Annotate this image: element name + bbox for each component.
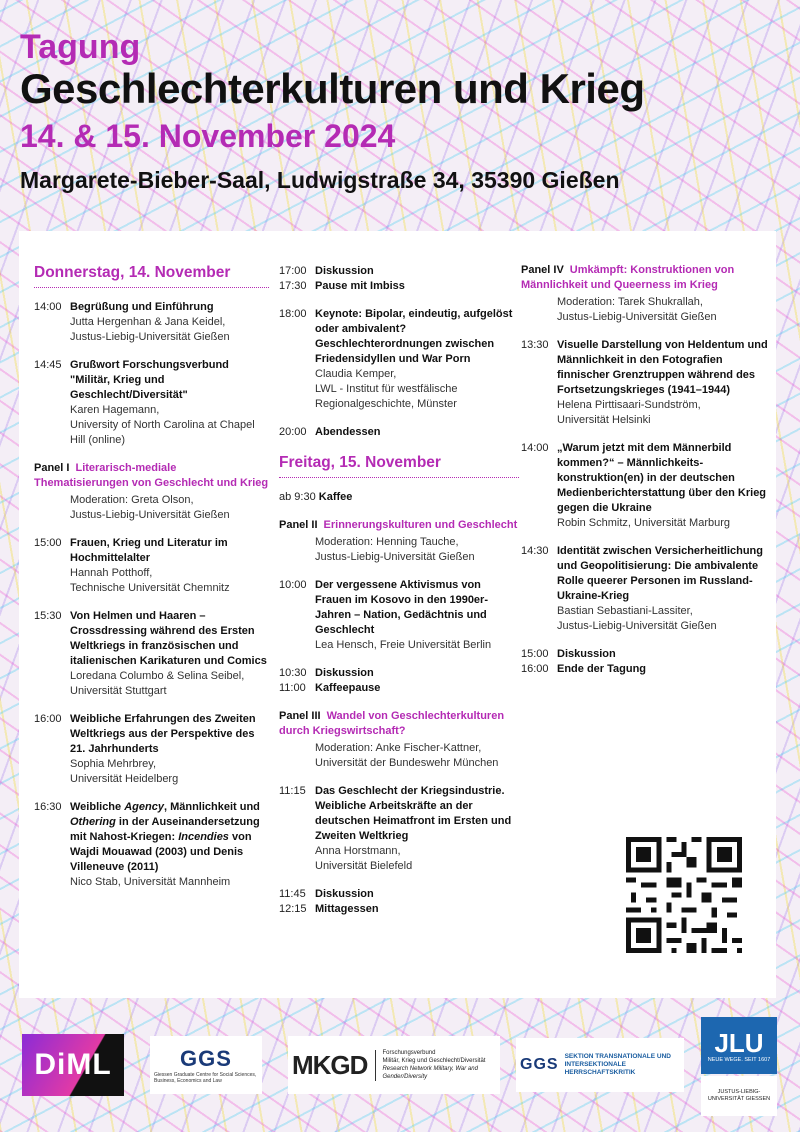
panel-moderation bbox=[279, 535, 519, 565]
item-affiliation: Universität Bielefeld bbox=[315, 860, 413, 872]
moderator: Moderation: Anke Fischer-Kattner, bbox=[315, 742, 482, 754]
program-item bbox=[279, 264, 519, 279]
item-title: Ende der Tagung bbox=[557, 663, 647, 675]
program-item bbox=[34, 358, 269, 448]
sponsor-logos bbox=[0, 1014, 800, 1124]
day-heading-thursday: Donnerstag, 14. November bbox=[34, 263, 269, 288]
program-item bbox=[279, 784, 519, 874]
item-time: 15:00 bbox=[34, 537, 62, 549]
program-item bbox=[34, 300, 269, 345]
day-heading-friday: Freitag, 15. November bbox=[279, 453, 519, 478]
item-speaker: Helena Pirttisaari-Sundström, bbox=[557, 399, 701, 411]
item-title: Weibliche Erfahrungen des Zweiten Weltkriegs aus der Perspektive des 21. Jahrhunderts bbox=[70, 713, 256, 755]
item-title: Keynote: Bipolar, eindeutig, aufgelöst oder ambivalent? Geschlechterordnungen zwischen Friedensidyllen und War Porn bbox=[315, 308, 513, 365]
item-time: 16:30 bbox=[34, 801, 62, 813]
item-title: Begrüßung und Einführung bbox=[70, 301, 214, 313]
program-item bbox=[279, 307, 519, 412]
panel-title: Literarisch-mediale Thematisierungen von Geschlecht und Krieg bbox=[34, 462, 269, 489]
item-time: 10:30 bbox=[279, 667, 307, 679]
item-time: 17:30 bbox=[279, 280, 307, 292]
panel-heading bbox=[521, 263, 773, 293]
item-title: Von Helmen und Haaren – Crossdressing während des Ersten Weltkriegs in französischen und italienischen Karikaturen und Comics bbox=[70, 610, 267, 667]
item-time: 14:00 bbox=[34, 301, 62, 313]
program-item bbox=[279, 279, 519, 294]
item-title: Abendessen bbox=[315, 426, 381, 438]
program-item bbox=[521, 441, 773, 531]
moderator: Moderation: Greta Olson, bbox=[70, 494, 194, 506]
program-column-1 bbox=[34, 263, 269, 903]
panel-title: Erinnerungskulturen und Geschlecht bbox=[323, 519, 518, 531]
program-item bbox=[521, 544, 773, 634]
program-item bbox=[34, 609, 269, 699]
item-title: Frauen, Krieg und Literatur im Hochmittelalter bbox=[70, 537, 228, 564]
item-time: 15:00 bbox=[521, 648, 549, 660]
item-title: Weibliche Agency, Männlichkeit und Othering in der Auseinandersetzung mit Nahost-Kriegen: Incendies von Wajdi Mouawad (2003) und Denis Villeneuve (2011) bbox=[70, 801, 260, 873]
header bbox=[20, 28, 790, 198]
panel-title: Wandel von Geschlechterkulturen durch Kriegswirtschaft? bbox=[279, 710, 505, 737]
item-time: 10:00 bbox=[279, 579, 307, 591]
program-item bbox=[279, 902, 519, 917]
panel-heading bbox=[34, 461, 269, 491]
item-title: Diskussion bbox=[557, 648, 616, 660]
mkgd-logo: MKGD Forschungsverbund Militär, Krieg und Geschlecht/Diversität Research Network Military, War and Gender/Diversity bbox=[288, 1036, 500, 1094]
item-speaker: Nico Stab, Universität Mannheim bbox=[70, 876, 231, 888]
item-time: 11:15 bbox=[279, 785, 306, 797]
item-title: Diskussion bbox=[315, 265, 374, 277]
program-item bbox=[279, 666, 519, 681]
item-title: Mittagessen bbox=[315, 903, 379, 915]
item-time: 11:45 bbox=[279, 888, 306, 900]
program-column-3 bbox=[521, 263, 773, 690]
item-affiliation: LWL - Institut für westfälische Regionalgeschichte, Münster bbox=[315, 383, 458, 410]
item-time: 14:00 bbox=[521, 442, 549, 454]
program-item bbox=[521, 647, 773, 662]
program-item-coffee bbox=[279, 490, 519, 505]
moderator-affiliation: Justus-Liebig-Universität Gießen bbox=[70, 509, 230, 521]
item-speaker: Jutta Hergenhan & Jana Keidel, bbox=[70, 316, 226, 328]
item-title: Diskussion bbox=[315, 888, 374, 900]
item-affiliation: Technische Universität Chemnitz bbox=[70, 582, 230, 594]
panel-heading bbox=[279, 709, 519, 739]
program-panel bbox=[19, 231, 776, 998]
program-item bbox=[521, 338, 773, 428]
item-time: 12:15 bbox=[279, 903, 307, 915]
ggs-logo: GGS Giessen Graduate Centre for Social Sciences, Business, Economics and Law bbox=[150, 1036, 262, 1094]
item-speaker: Sophia Mehrbrey, bbox=[70, 758, 157, 770]
event-dates: 14. & 15. November 2024 bbox=[20, 118, 396, 154]
item-title: Diskussion bbox=[315, 667, 374, 679]
diml-logo: DiML bbox=[22, 1034, 124, 1096]
program-item bbox=[279, 887, 519, 902]
panel-moderation bbox=[34, 493, 269, 523]
moderator-affiliation: Universität der Bundeswehr München bbox=[315, 757, 499, 769]
panel-title: Umkämpft: Konstruktionen von Männlichkeit und Queerness im Krieg bbox=[521, 264, 735, 291]
item-speaker: Bastian Sebastiani-Lassiter, bbox=[557, 605, 693, 617]
item-title: Das Geschlecht der Kriegsindustrie. Weibliche Arbeitskräfte an der deutschen Heimatfront im Ersten und Zweiten Weltkrieg bbox=[315, 785, 512, 842]
item-title: Der vergessene Aktivismus von Frauen im Kosovo in den 1990er-Jahren – Nation, Gedächtnis und Geschlecht bbox=[315, 579, 488, 636]
qr-code-icon[interactable] bbox=[621, 831, 747, 959]
moderator: Moderation: Henning Tauche, bbox=[315, 536, 459, 548]
moderator-affiliation: Justus-Liebig-Universität Gießen bbox=[315, 551, 475, 563]
item-speaker: Karen Hagemann, bbox=[70, 404, 160, 416]
item-time: 18:00 bbox=[279, 308, 307, 320]
item-time: 20:00 bbox=[279, 426, 307, 438]
item-time: ab 9:30 bbox=[279, 491, 316, 503]
jlu-logo: JLU NEUE WEGE. SEIT 1607 bbox=[701, 1017, 777, 1074]
item-speaker: Lea Hensch, Freie Universität Berlin bbox=[315, 639, 492, 651]
item-title: Identität zwischen Versicherheitlichung und Geopolitisierung: Die ambivalente Rolle queerer Personen im Russland-Ukraine-Krieg bbox=[557, 545, 763, 602]
item-affiliation: University of North Carolina at Chapel Hill (online) bbox=[70, 419, 255, 446]
moderator: Moderation: Tarek Shukrallah, bbox=[557, 296, 703, 308]
item-speaker: Claudia Kemper, bbox=[315, 368, 397, 380]
item-affiliation: Universität Stuttgart bbox=[70, 685, 167, 697]
panel-moderation bbox=[279, 741, 519, 771]
panel-moderation bbox=[521, 295, 773, 325]
tagline: Tagung bbox=[20, 28, 141, 66]
panel-number: Panel III bbox=[279, 710, 321, 722]
item-title: Kaffee bbox=[318, 491, 353, 503]
item-affiliation: Justus-Liebig-Universität Gießen bbox=[557, 620, 717, 632]
item-speaker: Robin Schmitz, Universität Marburg bbox=[557, 517, 731, 529]
item-title: Grußwort Forschungsverbund "Militär, Krieg und Geschlecht/Diversität" bbox=[70, 359, 229, 401]
page-title: Geschlechterkulturen und Krieg bbox=[20, 65, 645, 112]
item-speaker: Loredana Columbo & Selina Seibel, bbox=[70, 670, 245, 682]
venue: Margarete-Bieber-Saal, Ludwigstraße 34, 35390 Gießen bbox=[20, 167, 620, 193]
item-title: Pause mit Imbiss bbox=[315, 280, 405, 292]
program-item bbox=[521, 662, 773, 677]
item-time: 11:00 bbox=[279, 682, 306, 694]
item-speaker: Hannah Potthoff, bbox=[70, 567, 153, 579]
program-item bbox=[34, 800, 269, 890]
program-item bbox=[279, 578, 519, 653]
program-column-2 bbox=[279, 264, 519, 930]
panel-number: Panel I bbox=[34, 462, 70, 474]
item-time: 13:30 bbox=[521, 339, 549, 351]
item-time: 15:30 bbox=[34, 610, 62, 622]
panel-number: Panel II bbox=[279, 519, 318, 531]
item-time: 16:00 bbox=[521, 663, 549, 675]
section-logo: GGS SEKTION TRANSNATIONALE UND INTERSEKTIONALE HERRSCHAFTSKRITIK bbox=[516, 1038, 684, 1092]
item-affiliation: Universität Helsinki bbox=[557, 414, 651, 426]
item-title: „Warum jetzt mit dem Männerbild kommen?“ – Männlichkeitskonstruktion(en) in der deutschen Medienberichterstattung über den Krieg gegen die Ukraine bbox=[557, 442, 767, 514]
jlu-seal: JUSTUS-LIEBIG-UNIVERSITÄT GIESSEN bbox=[701, 1076, 777, 1116]
item-time: 14:30 bbox=[521, 545, 549, 557]
program-item bbox=[34, 712, 269, 787]
program-item bbox=[279, 425, 519, 440]
item-time: 17:00 bbox=[279, 265, 307, 277]
program-item bbox=[34, 536, 269, 596]
panel-number: Panel IV bbox=[521, 264, 564, 276]
item-title: Visuelle Darstellung von Heldentum und Männlichkeit in den Fotografien finnischer Grenztruppen während des Fortsetzungskrieges (1941–1944) bbox=[557, 339, 768, 396]
item-time: 14:45 bbox=[34, 359, 62, 371]
program-item bbox=[279, 681, 519, 696]
moderator-affiliation: Justus-Liebig-Universität Gießen bbox=[557, 311, 717, 323]
item-title: Kaffeepause bbox=[315, 682, 381, 694]
item-time: 16:00 bbox=[34, 713, 62, 725]
item-speaker: Anna Horstmann, bbox=[315, 845, 401, 857]
panel-heading bbox=[279, 518, 519, 533]
item-affiliation: Justus-Liebig-Universität Gießen bbox=[70, 331, 230, 343]
item-affiliation: Universität Heidelberg bbox=[70, 773, 179, 785]
